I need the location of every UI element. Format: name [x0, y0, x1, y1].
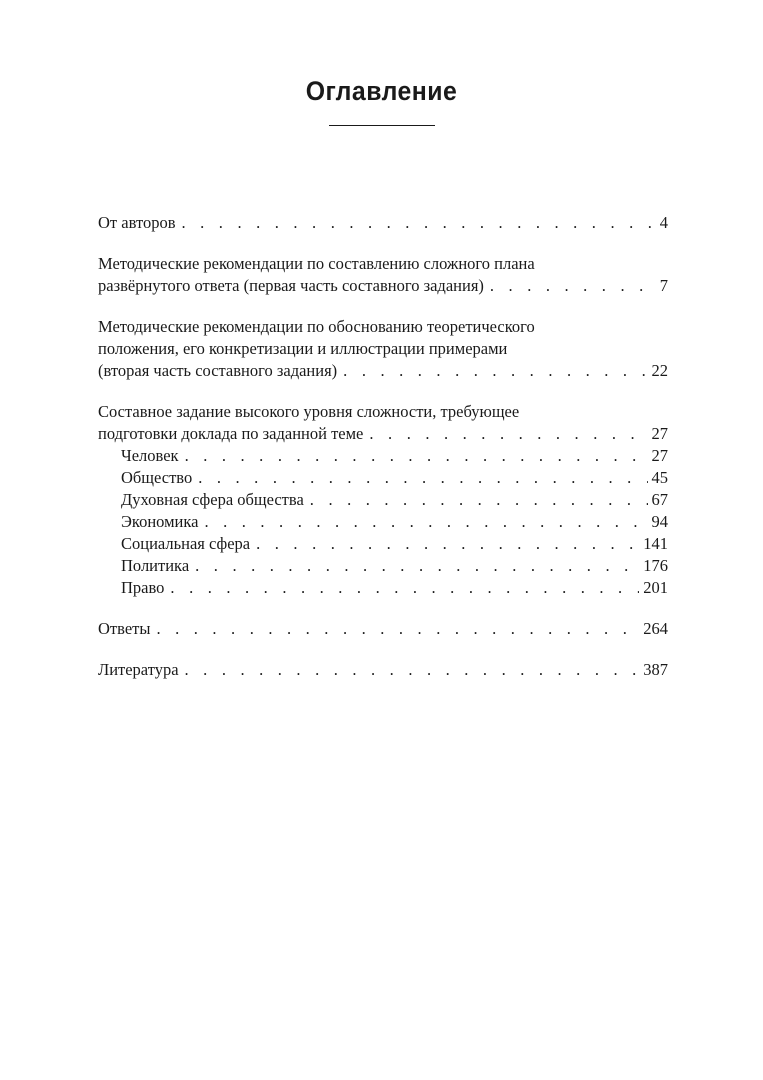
toc-subentry-economy [98, 511, 668, 533]
toc-page-number: 7 [659, 276, 668, 295]
toc-subentry-person [98, 445, 668, 467]
toc-subentry-spiritual-sphere [98, 489, 668, 511]
toc-entry-title: Методические рекомендации по составлению сложного плана [98, 254, 535, 273]
toc-entry-title: Экономика [121, 512, 199, 531]
dot-leader [156, 618, 639, 640]
toc-subentry-politics [98, 555, 668, 577]
dot-leader [369, 423, 647, 445]
toc-entry-literature [98, 659, 668, 681]
toc-entry-title: Социальная сфера [121, 534, 251, 553]
toc-entry-title: Духовная сфера общества [121, 490, 304, 509]
toc-entry-title: Методические рекомендации по обоснованию теоретического [98, 317, 535, 336]
toc-page-number: 264 [643, 619, 668, 638]
toc-page-number: 27 [651, 424, 668, 443]
toc-page-number: 201 [643, 578, 668, 597]
dot-leader [256, 533, 639, 555]
toc-entry-complex-plan [98, 253, 668, 297]
dot-leader [310, 489, 648, 511]
toc-entry-title-cont: положения, его конкретизации и иллюстрации примерами [98, 339, 508, 358]
toc-page-number: 67 [651, 490, 668, 509]
dot-leader [185, 659, 640, 681]
toc-entry-composite-task [98, 401, 668, 445]
toc-entry-title-cont: подготовки доклада по заданной теме [98, 424, 364, 443]
dot-leader [198, 467, 647, 489]
toc-entry-title: От авторов [98, 213, 176, 232]
dot-leader [170, 577, 639, 599]
toc-entry-title: Общество [121, 468, 193, 487]
toc-entry-justification [98, 316, 668, 382]
toc-page-number: 22 [651, 361, 668, 380]
toc-entry-from-authors [98, 212, 668, 234]
toc-page-number: 176 [643, 556, 668, 575]
dot-leader [343, 360, 647, 382]
toc-page-number: 94 [651, 512, 668, 531]
toc-entry-title: Составное задание высокого уровня сложности, требующее [98, 402, 520, 421]
toc-entry-title: Ответы [98, 619, 151, 638]
dot-leader [195, 555, 639, 577]
dot-leader [185, 445, 648, 467]
title-underline [329, 125, 435, 126]
toc-entry-title: Человек [121, 446, 179, 465]
toc-page-number: 4 [659, 213, 668, 232]
toc-page-number: 141 [643, 534, 668, 553]
dot-leader [182, 212, 656, 234]
toc-subentry-law [98, 577, 668, 599]
toc-entry-title-cont: (вторая часть составного задания) [98, 361, 338, 380]
toc-page-number: 27 [651, 446, 668, 465]
toc-page-number: 45 [651, 468, 668, 487]
toc-entry-answers [98, 618, 668, 640]
toc-entry-title-cont: развёрнутого ответа (первая часть составного задания) [98, 276, 484, 295]
dot-leader [490, 275, 656, 297]
toc-subentry-social-sphere [98, 533, 668, 555]
table-of-contents [98, 212, 668, 681]
toc-page-number: 387 [643, 660, 668, 679]
toc-entry-title: Право [121, 578, 165, 597]
toc-subentry-society [98, 467, 668, 489]
page-title: Оглавление [305, 76, 458, 106]
toc-entry-title: Политика [121, 556, 190, 575]
toc-entry-title: Литература [98, 660, 179, 679]
dot-leader [204, 511, 647, 533]
